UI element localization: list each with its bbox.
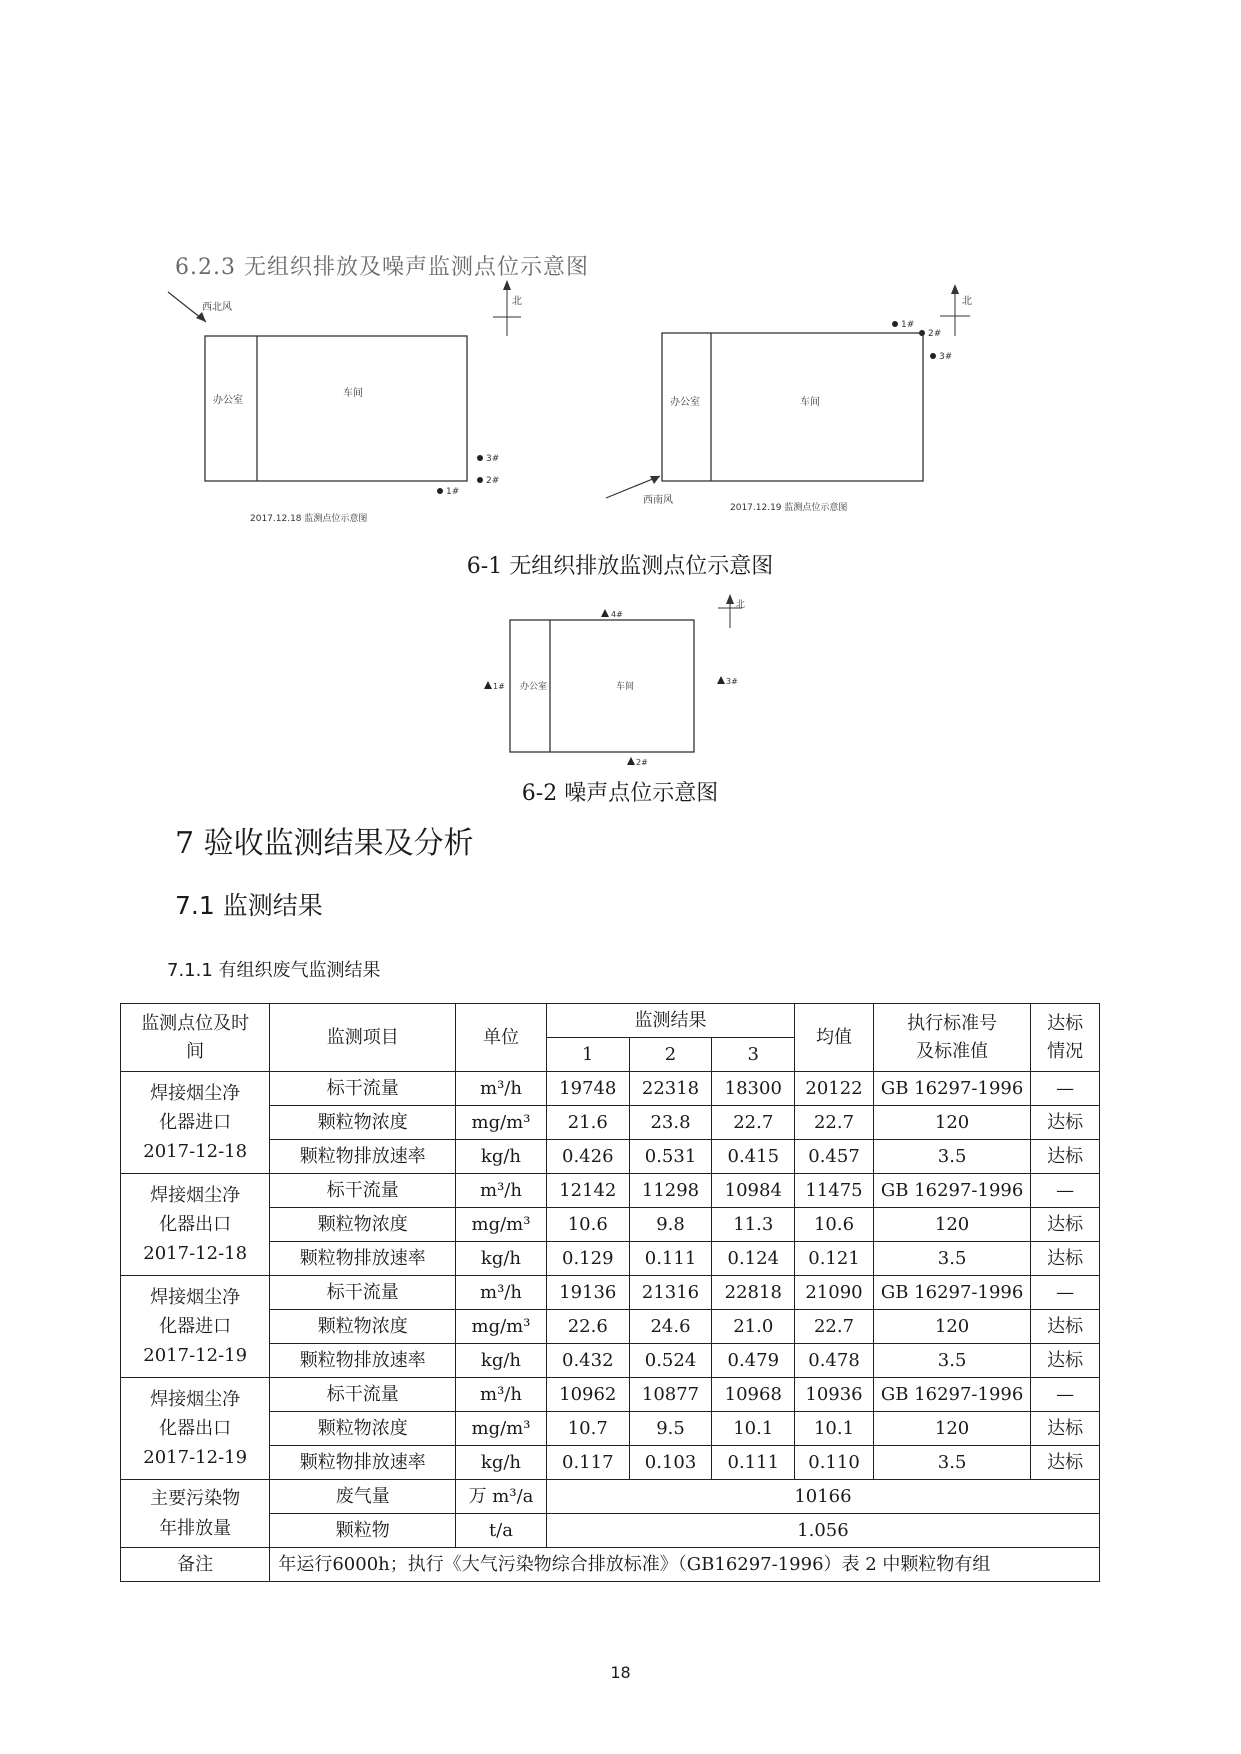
header-results: 监测结果 [546,1004,794,1038]
office-label-left: 办公室 [213,395,243,406]
section-heading: 6.2.3 无组织排放及噪声监测点位示意图 [175,255,589,280]
point-label: 2# [928,329,942,339]
point-label: 2# [486,476,500,486]
figure-6-1-caption: 6-1 无组织排放监测点位示意图 [466,554,774,579]
date-label-right: 2017.12.19 监测点位示意图 [730,503,848,513]
workshop-label: 车间 [616,682,635,692]
location-cell: 焊接烟尘净 化器出口 2017-12-19 [121,1378,270,1480]
table-row: 颗粒物排放速率 kg/h 0.129 0.111 0.124 0.121 3.5 达标 [121,1242,1100,1276]
header-unit: 单位 [456,1004,547,1072]
north-label-left: 北 [512,296,522,307]
workshop-label-left: 车间 [343,388,363,399]
header-result-3: 3 [712,1038,795,1072]
table-row: 颗粒物排放速率 kg/h 0.426 0.531 0.415 0.457 3.5 达标 [121,1140,1100,1174]
subsection-heading-7-1-1: 7.1.1 有组织废气监测结果 [167,960,381,981]
header-standard: 执行标准号及标准值 [873,1004,1030,1072]
point-label: 1# [446,487,460,497]
header-location: 监测点位及时间 [121,1004,270,1072]
point-label: 3# [486,454,500,464]
diagram-left [168,280,522,524]
location-cell: 焊接烟尘净 化器进口 2017-12-19 [121,1276,270,1378]
noise-point-label: 1# [493,682,505,691]
note-text: 年运行6000h；执行《大气污染物综合排放标准》（GB16297-1996）表 2 中颗粒物有组 [270,1548,1100,1582]
point-label: 3# [939,352,953,362]
table-row: 颗粒物浓度 mg/m³ 10.7 9.5 10.1 10.1 120 达标 [121,1412,1100,1446]
table-row: 颗粒物浓度 mg/m³ 10.6 9.8 11.3 10.6 120 达标 [121,1208,1100,1242]
header-result-2: 2 [629,1038,712,1072]
table-row: 焊接烟尘净 化器出口 2017-12-19 标干流量 m³/h 10962 10877 10968 10936 GB 16297-1996 — [121,1378,1100,1412]
header-item: 监测项目 [270,1004,456,1072]
figure-6-1 [160,280,1060,540]
location-cell: 焊接烟尘净 化器出口 2017-12-18 [121,1174,270,1276]
office-label: 办公室 [520,682,548,692]
table-row: 颗粒物浓度 mg/m³ 22.6 24.6 21.0 22.7 120 达标 [121,1310,1100,1344]
office-label-right: 办公室 [670,397,700,408]
noise-point-label: 2# [636,758,648,767]
table-row: 主要污染物 年排放量 废气量 万 m³/a 10166 [121,1480,1100,1514]
header-status: 达标情况 [1031,1004,1100,1072]
north-arrow-icon [951,284,959,294]
header-mean: 均值 [795,1004,874,1072]
results-table [120,1003,1100,1582]
table-row: 焊接烟尘净 化器出口 2017-12-18 标干流量 m³/h 12142 11298 10984 11475 GB 16297-1996 — [121,1174,1100,1208]
table-row: 焊接烟尘净 化器进口 2017-12-18 标干流量 m³/h 19748 22318 18300 20122 GB 16297-1996 — [121,1072,1100,1106]
table-row: 焊接烟尘净 化器进口 2017-12-19 标干流量 m³/h 19136 21316 22818 21090 GB 16297-1996 — [121,1276,1100,1310]
diagram-right [606,284,972,513]
table-row: 颗粒物 t/a 1.056 [121,1514,1100,1548]
table-row: 颗粒物浓度 mg/m³ 21.6 23.8 22.7 22.7 120 达标 [121,1106,1100,1140]
north-arrow-icon [503,280,511,290]
date-label-left: 2017.12.18 监测点位示意图 [250,514,368,524]
north-label: 北 [736,600,746,610]
figure-6-2 [470,592,770,768]
noise-point-label: 4# [611,610,623,619]
north-arrow-icon [726,594,734,604]
note-label: 备注 [121,1548,270,1582]
table-row [121,1548,1100,1582]
table-row: 颗粒物排放速率 kg/h 0.432 0.524 0.479 0.478 3.5 达标 [121,1344,1100,1378]
page-number: 18 [610,1663,631,1682]
section-heading-7-1: 7.1 监测结果 [175,891,323,920]
wind-label-right: 西南风 [643,495,673,506]
north-label-right: 北 [962,296,972,307]
annual-emission-cell: 主要污染物 年排放量 [121,1480,270,1548]
noise-point-label: 3# [726,677,738,686]
header-result-1: 1 [546,1038,629,1072]
chapter-heading: 7 验收监测结果及分析 [175,826,474,861]
point-label: 1# [901,320,915,330]
workshop-label-right: 车间 [800,397,820,408]
wind-label-left: 西北风 [202,302,232,313]
location-cell: 焊接烟尘净 化器进口 2017-12-18 [121,1072,270,1174]
figure-6-2-caption: 6-2 噪声点位示意图 [521,781,719,806]
table-row: 颗粒物排放速率 kg/h 0.117 0.103 0.111 0.110 3.5 达标 [121,1446,1100,1480]
